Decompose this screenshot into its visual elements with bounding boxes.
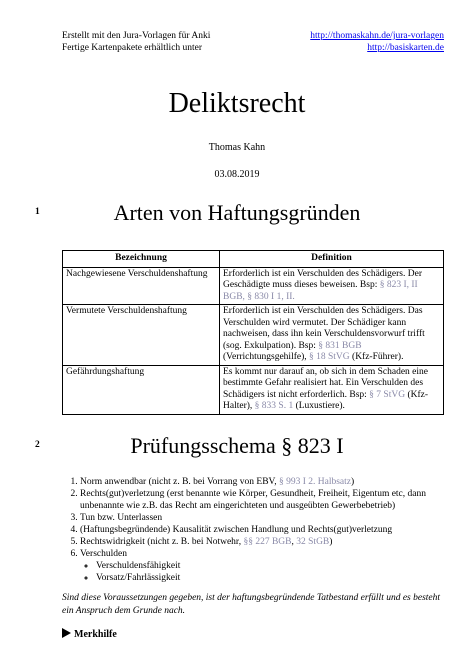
step-text: Rechtswidrigkeit (nicht z. B. bei Notwehr,	[80, 537, 242, 547]
table-row	[63, 305, 444, 366]
pruefungsschema-list	[62, 476, 470, 584]
law-reference[interactable]: § 823 I, II BGB, § 830 I 1, II.	[223, 280, 418, 302]
step-text: Verschulden	[80, 549, 127, 559]
document-title: Deliktsrecht	[168, 88, 306, 119]
definition-text: Erforderlich ist ein Verschulden des Schädigers. Der Geschädigte muss dieses beweisen. Bsp:	[223, 268, 422, 290]
step-text: Norm anwendbar (nicht z. B. bei Vorrang von EBV,	[80, 477, 277, 487]
list-item	[80, 548, 470, 584]
row-name: Gefährdungshaftung	[63, 365, 220, 414]
table-header-row	[63, 251, 444, 268]
row-name: Nachgewiesene Verschuldenshaftung	[63, 267, 220, 305]
header-availability: Fertige Kartenpakete erhältlich unter	[62, 43, 203, 53]
list-item: 2. Rechts(gut)verletzung (erst benannte wie Körper, Gesundheit, Freiheit, Eigentum etc, dann unbenannte wie z.B. das Recht am eingerichteten und ausgeübten Gewerbebetrieb)	[80, 488, 470, 512]
list-item: 3. Tun bzw. Unterlassen	[80, 512, 470, 524]
row-definition	[220, 267, 444, 305]
play-triangle-icon	[62, 628, 71, 638]
law-reference[interactable]: § 993 I 2. Halbsatz	[278, 477, 351, 487]
column-header-bezeichnung: Bezeichnung	[63, 251, 220, 268]
definition-text: (Verrichtungsgehilfe),	[223, 352, 307, 362]
step-text: )	[329, 537, 333, 547]
definition-text: (Kfz-Führer).	[352, 352, 404, 362]
sub-list-item: ◦ Vorsatz/Fahrlässigkeit	[96, 572, 470, 584]
law-reference[interactable]: §§ 227 BGB	[243, 537, 292, 547]
list-item: 4. (Haftungsbegründende) Kausalität zwischen Handlung und Rechts(gut)verletzung	[80, 524, 470, 536]
link-basiskarten[interactable]: http://basiskarten.de	[367, 43, 444, 53]
merkhilfe-toggle[interactable]	[62, 628, 117, 640]
definition-text: Es kommt nur darauf an, ob sich in dem Schaden eine bestimmte Gefahr realisiert hat. Ein Verschulden des Schädigers ist nicht erforderlich. Bsp:	[223, 366, 428, 400]
document-date: 03.08.2019	[214, 169, 260, 180]
step-text: )	[350, 477, 355, 487]
table-row	[63, 267, 444, 305]
definition-text: (Kfz-Halter),	[223, 389, 429, 411]
column-header-definition: Definition	[220, 251, 444, 268]
card-number: 2	[35, 440, 40, 450]
law-reference[interactable]: § 18 StVG	[309, 352, 350, 362]
step-text: ,	[291, 537, 294, 547]
header-right	[310, 30, 444, 54]
row-definition	[220, 305, 444, 366]
sub-list	[80, 560, 470, 584]
law-reference[interactable]: § 833 S. 1	[254, 401, 294, 411]
list-item	[80, 476, 470, 488]
law-reference[interactable]: 32 StGB	[296, 537, 330, 547]
card-number: 1	[35, 207, 40, 217]
list-item	[80, 536, 470, 548]
law-reference[interactable]: § 7 StVG	[369, 389, 406, 400]
haftungsgruende-table	[62, 250, 444, 415]
header-left	[62, 30, 210, 54]
conclusion-note: Sind diese Voraussetzungen gegeben, ist der haftungsbegründende Tatbestand erfüllt und es besteht ein Anspruch dem Grunde nach.	[62, 593, 441, 616]
section-heading-haftungsgruende: Arten von Haftungsgründen	[113, 200, 361, 225]
header-credit: Erstellt mit den Jura-Vorlagen für Anki	[62, 31, 211, 41]
link-jura-vorlagen[interactable]: http://thomaskahn.de/jura-vorlagen	[310, 31, 444, 41]
table-row	[63, 365, 444, 414]
merkhilfe-label: Merkhilfe	[74, 629, 117, 640]
row-name: Vermutete Verschuldenshaftung	[63, 305, 220, 366]
sub-list-item: ◦ Verschuldensfähigkeit	[96, 560, 470, 572]
section-heading-pruefungsschema: Prüfungsschema § 823 I	[130, 433, 344, 458]
row-definition	[220, 365, 444, 414]
document-author: Thomas Kahn	[208, 142, 266, 153]
law-reference[interactable]: § 831 BGB	[318, 340, 362, 351]
definition-text: (Luxustiere).	[295, 401, 345, 411]
definition-text: Erforderlich ist ein Verschulden des Schädigers. Das Verschulden wird vermutet. Der Schädiger kann nachweisen, dass ihn kein Verschuldensvorwurf trifft (sog. Exkulpation). Bsp:	[223, 306, 425, 351]
